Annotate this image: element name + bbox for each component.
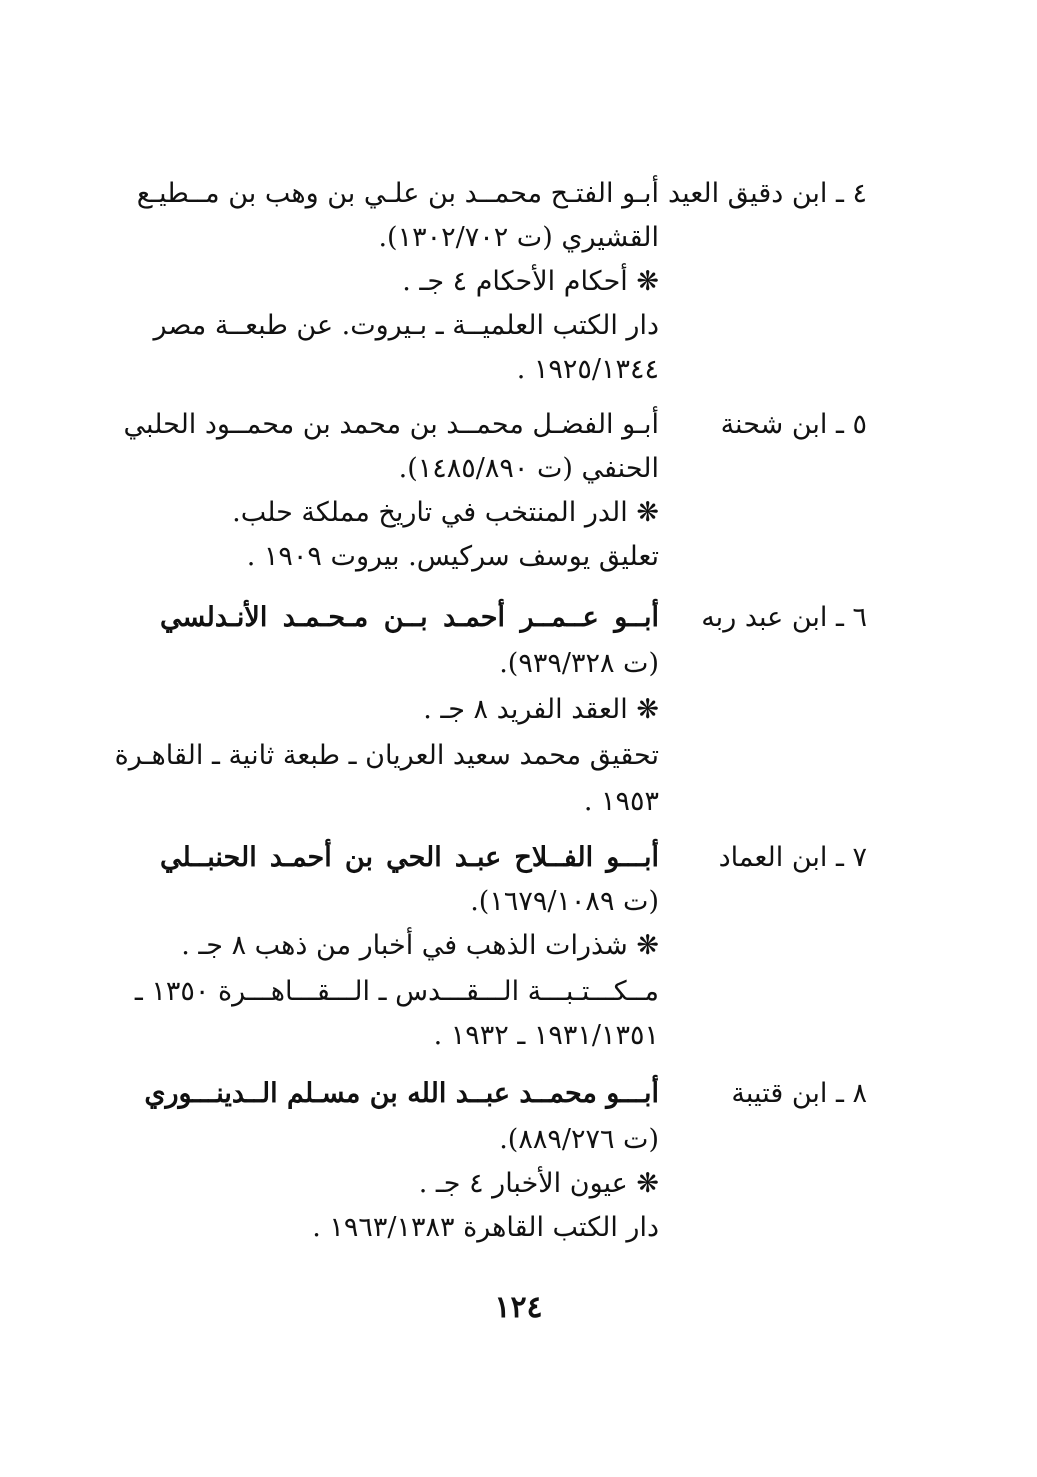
entry-line: القشيري (ت ١٣٠٢/٧٠٢). [378,222,659,253]
entry-label: ٨ ـ ابن قتيبة [731,1078,867,1109]
entry-label: ٦ ـ ابن عبد ربه [701,602,867,633]
entry-label: ٥ ـ ابن شحنة [720,409,867,440]
entry-line: ١٩٥٣ . [583,786,659,817]
entry-label: ٧ ـ ابن العماد [718,842,867,873]
entry-line: أبــو عــمــر أحمـد بــن مـحـمـد الأنـدلسي [160,602,659,633]
entry-line: الحنفي (ت ١٤٨٥/٨٩٠). [398,453,659,484]
entry-line: مــكـــتـبـــة الـــقـــدس ـ الـــقـــاهـــرة ١٣٥٠ ـ [134,976,659,1007]
entry-work-title: ❋ شذرات الذهب في أخبار من ذهب ٨ جـ . [181,930,659,961]
entry-line: أبـــو محمــد عبــد الله بن مسـلم الــدينـــوري [144,1078,659,1109]
entry-label: ٤ ـ ابن دقيق العيد [668,178,867,209]
entry-line: ١٩٣١/١٣٥١ ـ ١٩٣٢ . [433,1020,659,1051]
entry-line: أبـــو الفــلاح عبـد الحي بن أحمـد الحنبــلي [160,842,659,873]
entry-work-title: ❋ عيون الأخبار ٤ جـ . [418,1168,659,1199]
page-number: ١٢٤ [494,1290,543,1325]
entry-line: (ت ١٦٧٩/١٠٨٩). [470,886,659,917]
entry-line: ١٩٢٥/١٣٤٤ . [516,354,659,385]
entry-line: (ت ٨٨٩/٢٧٦). [499,1124,659,1155]
entry-work-title: ❋ أحكام الأحكام ٤ جـ . [402,266,659,297]
entry-line: تعليق يوسف سركيس. بيروت ١٩٠٩ . [246,541,659,572]
entry-line: أبـو الفتـح محمــد بن علـي بن وهب بن مــطيـع [136,178,659,209]
entry-line: أبـو الفضـل محمــد بن محمد بن محمــود الحلبي [123,409,659,440]
entry-line: دار الكتب القاهرة ١٩٦٣/١٣٨٣ . [312,1212,659,1243]
entry-work-title: ❋ العقد الفريد ٨ جـ . [423,694,659,725]
entry-line: تحقيق محمد سعيد العريان ـ طبعة ثانية ـ القاهـرة [114,740,659,771]
entry-work-title: ❋ الدر المنتخب في تاريخ مملكة حلب. [232,497,659,528]
entry-line: (ت ٩٣٩/٣٢٨). [499,648,659,679]
entry-line: دار الكتب العلميــة ـ بـيروت. عن طبعــة مصر [153,310,659,341]
